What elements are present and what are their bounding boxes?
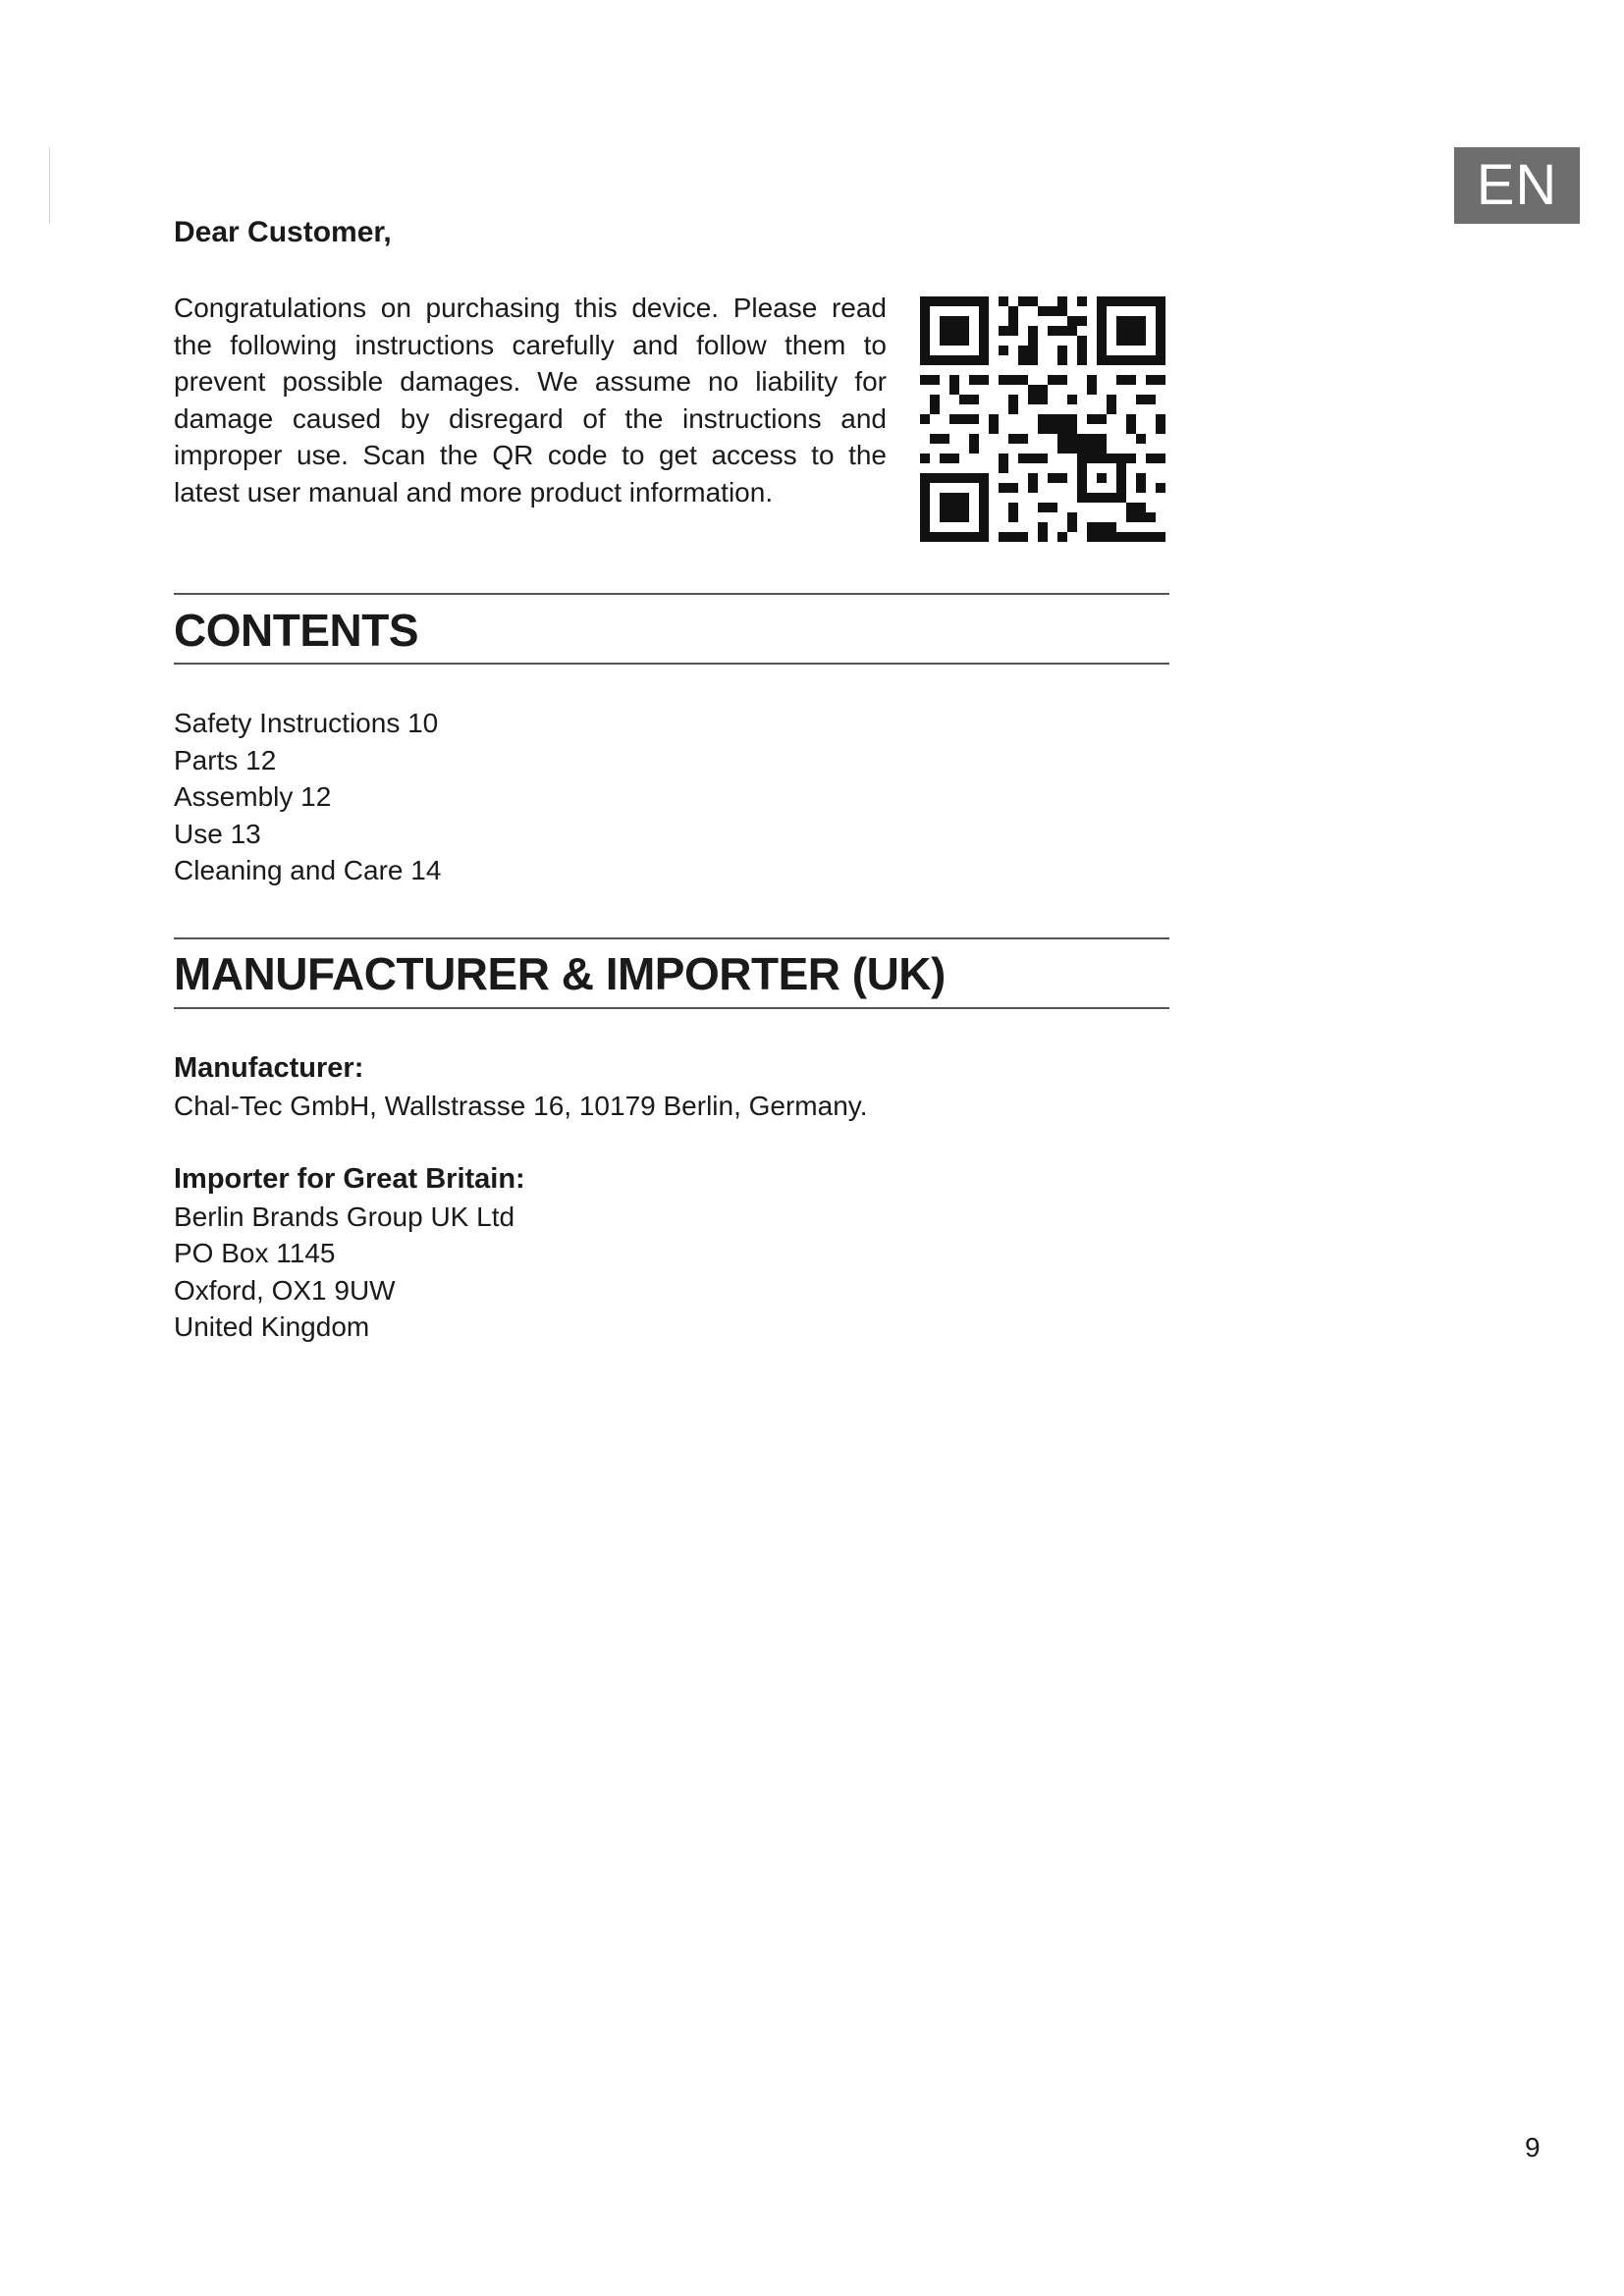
manufacturer-top-rule: [174, 937, 1169, 939]
toc-item-use[interactable]: Use 13: [174, 818, 261, 849]
manufacturer-bottom-rule: [174, 1007, 1169, 1009]
importer-line-company: Berlin Brands Group UK Ltd: [174, 1201, 515, 1232]
toc-item-safety[interactable]: Safety Instructions 10: [174, 708, 439, 738]
qr-code-icon[interactable]: [920, 296, 1165, 542]
toc-item-parts[interactable]: Parts 12: [174, 744, 277, 775]
importer-line-pobox: PO Box 1145: [174, 1238, 336, 1268]
importer-block: [174, 1161, 525, 1346]
table-of-contents: [174, 705, 441, 889]
manufacturer-block: [174, 1050, 867, 1124]
toc-item-assembly[interactable]: Assembly 12: [174, 781, 332, 812]
intro-paragraph: Congratulations on purchasing this device. Please read the following instructions carefully and follow them to prevent possible damages. We assume no liability for damage caused by disregard of the instructions and improper use. Scan the QR code to get access to the latest user manual and more product information.: [174, 293, 887, 507]
language-badge: EN: [1454, 147, 1580, 224]
importer-line-city: Oxford, OX1 9UW: [174, 1274, 396, 1306]
manufacturer-address: Chal-Tec GmbH, Wallstrasse 16, 10179 Berlin, Germany.: [174, 1090, 868, 1121]
manufacturer-heading: MANUFACTURER & IMPORTER (UK): [174, 948, 946, 999]
contents-top-rule: [174, 593, 1169, 595]
page-number: 9: [1525, 2132, 1541, 2163]
manufacturer-label: Manufacturer:: [174, 1052, 364, 1084]
toc-item-cleaning[interactable]: Cleaning and Care 14: [174, 855, 442, 885]
importer-label: Importer for Great Britain:: [174, 1163, 525, 1195]
greeting: Dear Customer,: [174, 216, 392, 248]
contents-heading: CONTENTS: [174, 605, 418, 656]
margin-line: [49, 147, 50, 224]
importer-line-country: United Kingdom: [174, 1311, 370, 1342]
contents-bottom-rule: [174, 663, 1169, 665]
